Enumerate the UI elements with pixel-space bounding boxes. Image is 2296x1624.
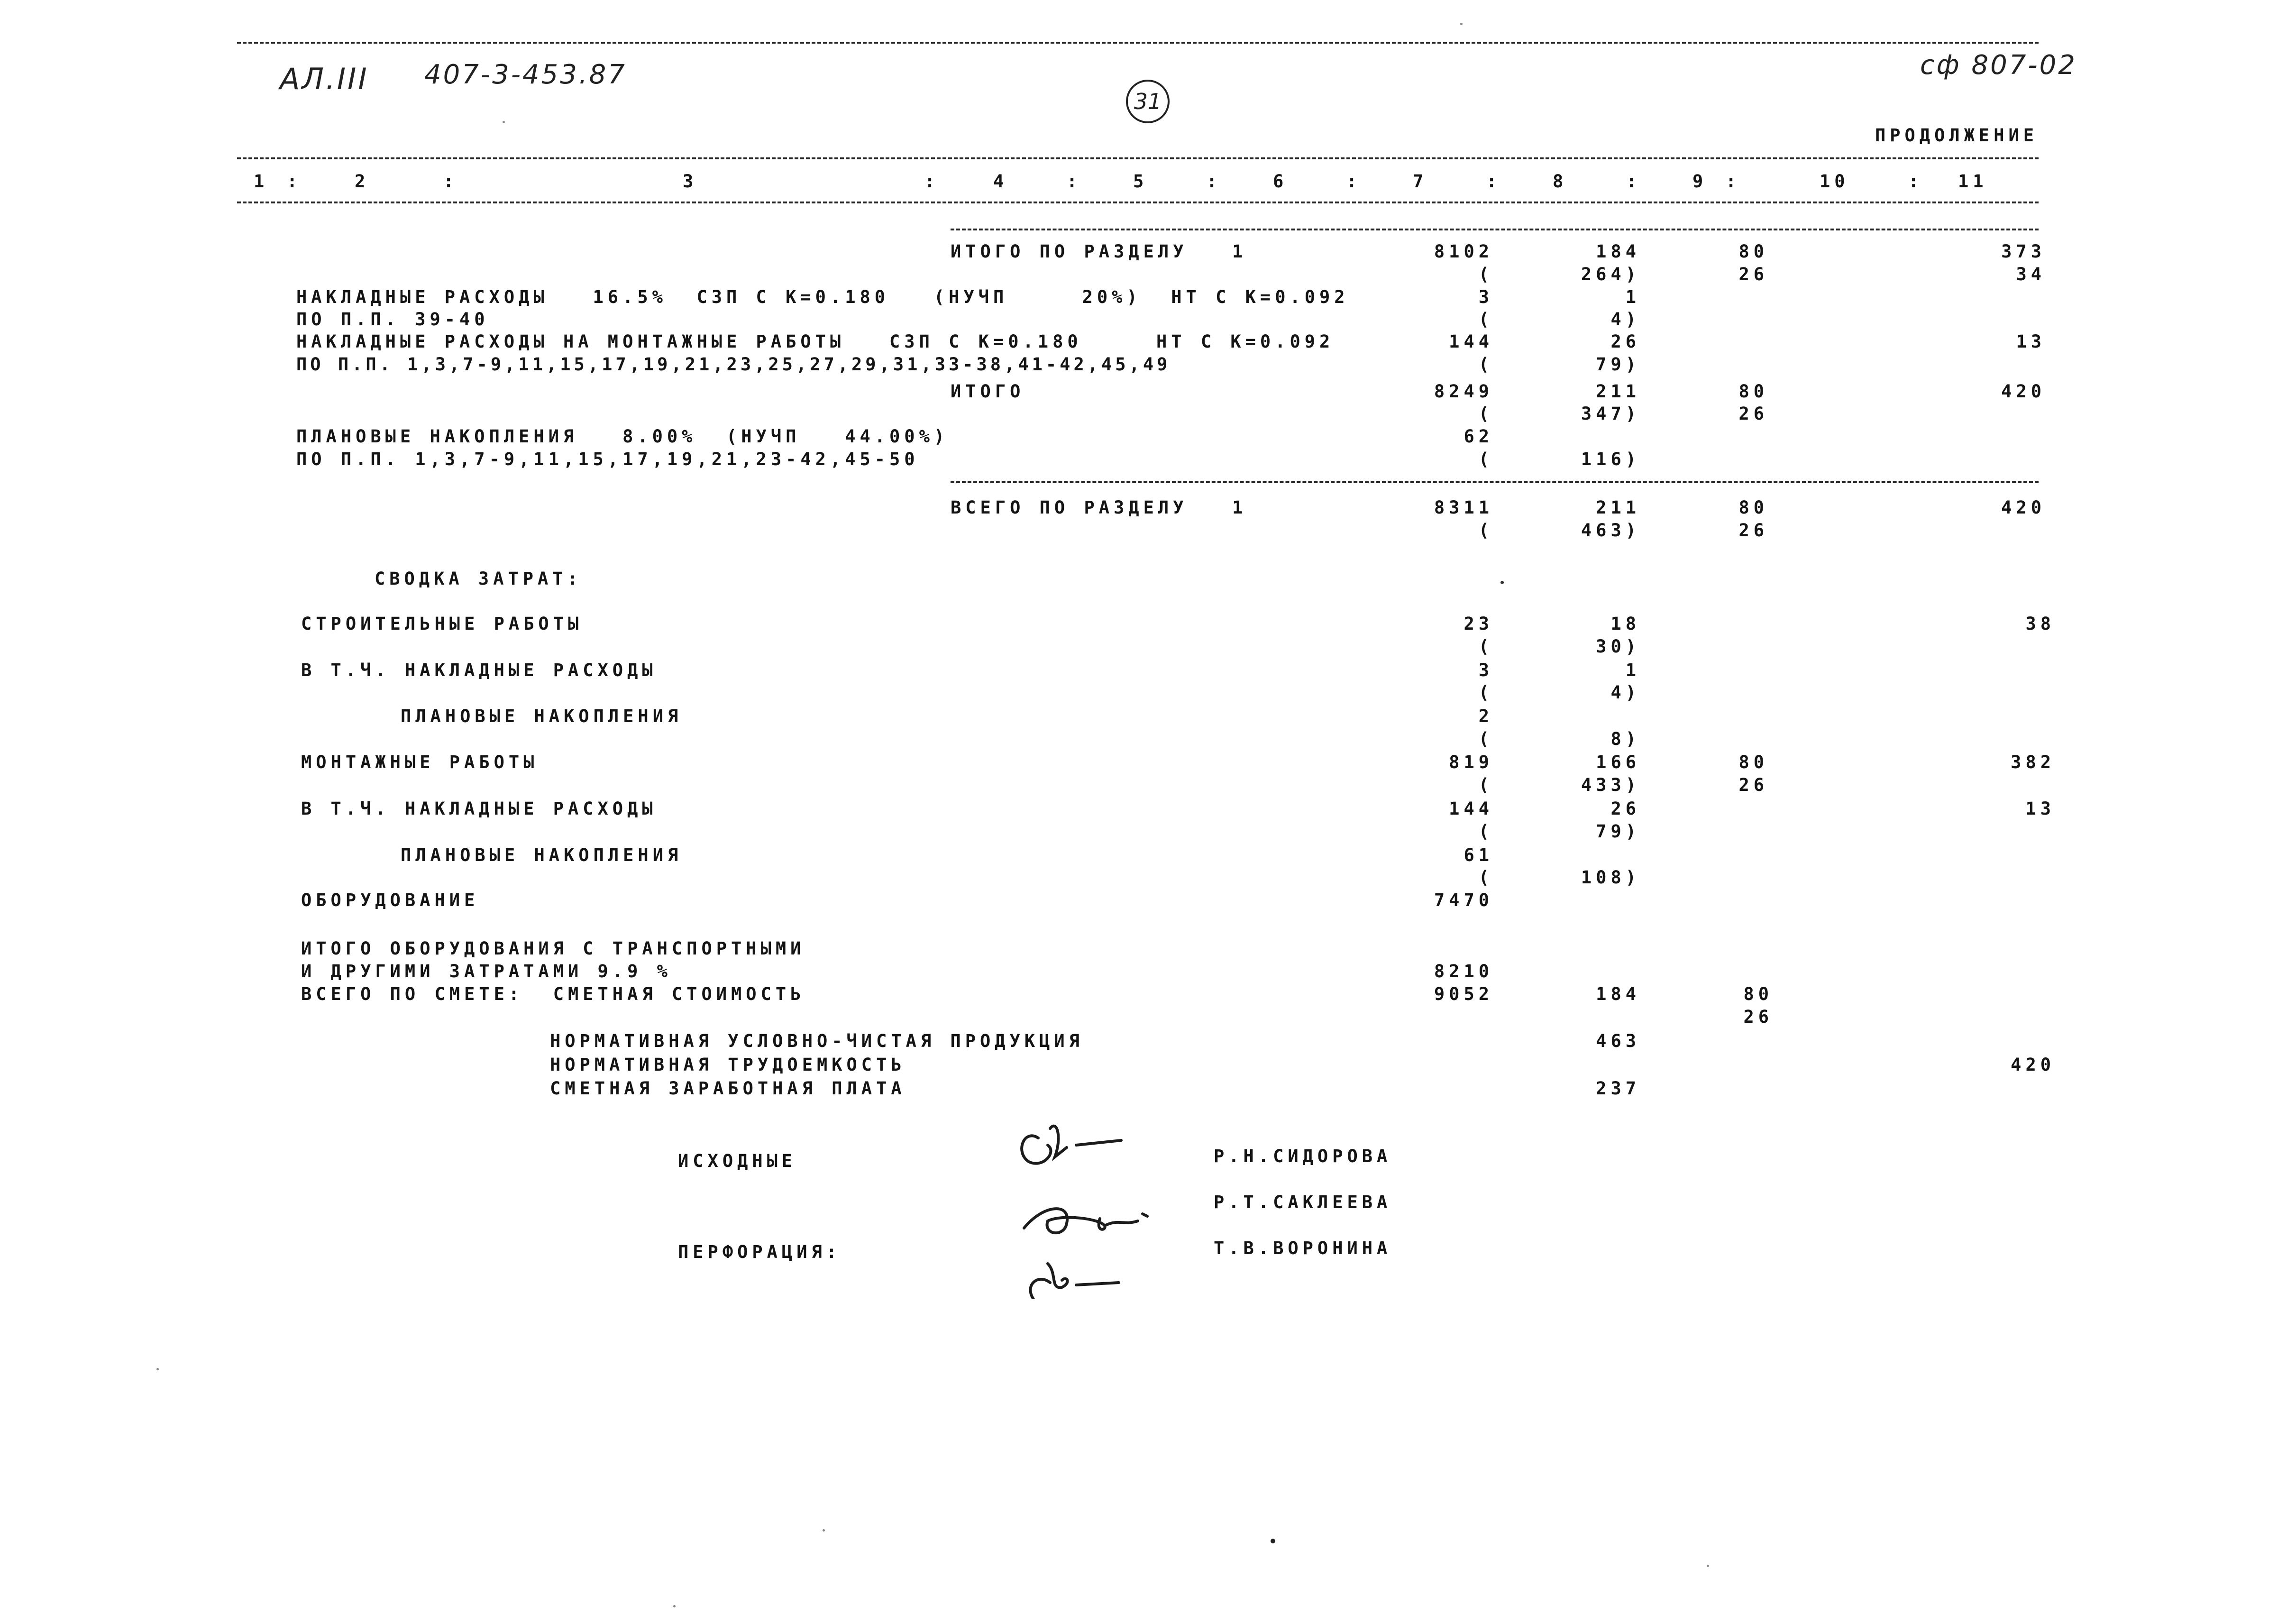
signer-name: Р.Т.САКЛЕЕВА [1214, 1192, 1392, 1212]
table-row [0, 332, 2296, 352]
row-col4-label: ВСЕГО ПО РАЗДЕЛУ 1 [951, 497, 1247, 518]
summary-label: СТРОИТЕЛЬНЫЕ РАБОТЫ [301, 614, 583, 634]
row-text: НАКЛАДНЫЕ РАСХОДЫ НА МОНТАЖНЫЕ РАБОТЫ СЗП С К=0.180 НТ С К=0.092 [296, 331, 1335, 352]
row-col9: 26 [1738, 264, 1768, 284]
column-header: 8 [1553, 171, 1568, 192]
summary-label: ОБОРУДОВАНИЕ [301, 890, 479, 910]
summary-col7: 9052 [1434, 984, 1493, 1004]
scan-speck [156, 1368, 159, 1370]
column-separator: : [1346, 171, 1362, 192]
row-col8: 184 [1596, 241, 1640, 262]
summary-col8: 184 [1596, 984, 1640, 1004]
row-col11: 373 [2001, 241, 2046, 262]
summary-label: МОНТАЖНЫЕ РАБОТЫ [301, 752, 539, 772]
summary-row [0, 775, 2296, 795]
summary-label: В Т.Ч. НАКЛАДНЫЕ РАСХОДЫ [301, 798, 657, 819]
table-row [0, 498, 2296, 518]
row-col8: 79) [1596, 354, 1640, 375]
summary-col11: 38 [2025, 614, 2055, 634]
section-grand-total-rule [951, 481, 2039, 483]
summary-col7: 2 [1478, 706, 1493, 726]
summary-row [0, 890, 2296, 910]
column-separator: : [1486, 171, 1501, 192]
row-col8: 116) [1581, 449, 1640, 469]
row-col7: ( [1478, 520, 1493, 541]
summary-col8: 4) [1610, 682, 1640, 703]
signer-name: Р.Н.СИДОРОВА [1214, 1146, 1392, 1166]
row-col7: 8102 [1434, 241, 1493, 262]
summary-col8: 18 [1610, 614, 1640, 634]
summary-col8: 8) [1610, 729, 1640, 749]
summary-label: ИТОГО ОБОРУДОВАНИЯ С ТРАНСПОРТНЫМИ [301, 938, 805, 959]
summary-col7: ( [1478, 867, 1493, 888]
row-col7: 3 [1478, 287, 1493, 307]
row-col8: 4) [1610, 309, 1640, 330]
row-col7: ( [1478, 449, 1493, 469]
column-header: 5 [1133, 171, 1148, 192]
column-header: 2 [355, 171, 370, 192]
row-col7: 8249 [1434, 381, 1493, 402]
summary-row [0, 939, 2296, 959]
summary-row [0, 962, 2296, 982]
row-col11: 420 [2001, 381, 2046, 402]
summary-col11: 382 [2011, 752, 2055, 772]
row-text: ПО П.П. 39-40 [296, 309, 489, 330]
summary-col7: 23 [1464, 614, 1493, 634]
summary-col7: ( [1478, 636, 1493, 657]
summary-label: И ДРУГИМИ ЗАТРАТАМИ 9.9 % [301, 961, 672, 982]
summary-label: ВСЕГО ПО СМЕТЕ: СМЕТНАЯ СТОИМОСТЬ [301, 984, 805, 1004]
column-separator: : [924, 171, 940, 192]
column-header: 9 [1692, 171, 1708, 192]
row-col7: ( [1478, 264, 1493, 284]
norm-row [0, 1079, 2296, 1099]
summary-row [0, 637, 2296, 657]
column-separator: : [1908, 171, 1923, 192]
table-row [0, 427, 2296, 447]
summary-row [0, 868, 2296, 888]
scan-speck [1271, 1539, 1275, 1543]
continuation-label: ПРОДОЛЖЕНИЕ [1875, 125, 2039, 146]
column-header: 10 [1820, 171, 1849, 192]
page-number-circle [1126, 80, 1170, 123]
summary-row [0, 822, 2296, 842]
row-col8: 211 [1596, 497, 1640, 518]
row-col7: 144 [1449, 331, 1493, 352]
handwritten-signatures [1005, 1100, 1204, 1299]
row-text: ПЛАНОВЫЕ НАКОПЛЕНИЯ 8.00% (НУЧП 44.00%) [296, 426, 949, 447]
row-col8: 264) [1581, 264, 1640, 284]
row-col8: 1 [1625, 287, 1640, 307]
scan-speck [1500, 581, 1504, 584]
table-row [0, 310, 2296, 330]
summary-title: СВОДКА ЗАТРАТ: [375, 569, 582, 589]
summary-col7: ( [1478, 682, 1493, 703]
project-number: 407-3-453.87 [424, 59, 627, 90]
table-row [0, 355, 2296, 375]
summary-row [0, 706, 2296, 726]
summary-row [0, 984, 2296, 1004]
summary-col7: 61 [1464, 845, 1493, 865]
column-separator: : [443, 171, 458, 192]
table-row [0, 382, 2296, 402]
doc-code: АЛ.III [280, 62, 369, 96]
summary-col8: 30) [1596, 636, 1640, 657]
norm-col11: 420 [2011, 1055, 2055, 1075]
signature-3 [1030, 1264, 1119, 1299]
row-col4-label: ИТОГО ПО РАЗДЕЛУ 1 [951, 241, 1247, 262]
row-col7: ( [1478, 354, 1493, 375]
summary-col7: ( [1478, 775, 1493, 795]
column-separator: : [1207, 171, 1222, 192]
row-col9: 80 [1738, 241, 1768, 262]
row-col8: 347) [1581, 404, 1640, 424]
summary-row [0, 845, 2296, 865]
summary-col9: 26 [1743, 1007, 1773, 1027]
row-col4-label: ИТОГО [951, 381, 1025, 402]
summary-label: ПЛАНОВЫЕ НАКОПЛЕНИЯ [401, 706, 683, 726]
summary-col9: 26 [1738, 775, 1768, 795]
summary-label: В Т.Ч. НАКЛАДНЫЕ РАСХОДЫ [301, 660, 657, 680]
norm-col8: 463 [1596, 1031, 1640, 1051]
summary-row [0, 683, 2296, 703]
column-header-row [0, 172, 2296, 192]
summary-col7: 8210 [1434, 961, 1493, 982]
column-header: 11 [1958, 171, 1988, 192]
row-text: НАКЛАДНЫЕ РАСХОДЫ 16.5% СЗП С К=0.180 (НУЧП 20%) НТ С К=0.092 [296, 287, 1349, 307]
summary-col7: ( [1478, 729, 1493, 749]
column-header: 6 [1273, 171, 1288, 192]
header-rule-top [237, 157, 2039, 159]
column-separator: : [1626, 171, 1641, 192]
scan-speck [1707, 1565, 1709, 1567]
signer-name: Т.В.ВОРОНИНА [1214, 1238, 1392, 1258]
row-col8: 463) [1581, 520, 1640, 541]
row-col7: ( [1478, 309, 1493, 330]
row-col7: 62 [1464, 426, 1493, 447]
norm-row [0, 1055, 2296, 1075]
summary-col8: 79) [1596, 821, 1640, 842]
column-header: 4 [993, 171, 1008, 192]
row-col8: 26 [1610, 331, 1640, 352]
scan-speck [823, 1529, 825, 1532]
norm-label: НОРМАТИВНАЯ ТРУДОЕМКОСТЬ [550, 1055, 906, 1075]
table-row [0, 450, 2296, 469]
table-row [0, 404, 2296, 424]
column-header: 7 [1413, 171, 1428, 192]
column-header: 1 [254, 171, 269, 192]
table-row [0, 287, 2296, 307]
summary-row [0, 1007, 2296, 1027]
summary-col8: 108) [1581, 867, 1640, 888]
sheet-code: сф 807-02 [1920, 50, 2077, 81]
column-header: 3 [683, 171, 698, 192]
scan-speck [503, 121, 505, 123]
summary-col8: 166 [1596, 752, 1640, 772]
summary-row [0, 752, 2296, 772]
scan-speck [1460, 23, 1463, 25]
summary-row [0, 614, 2296, 634]
norm-label: НОРМАТИВНАЯ УСЛОВНО-ЧИСТАЯ ПРОДУКЦИЯ [550, 1031, 1084, 1051]
summary-col7: ( [1478, 821, 1493, 842]
summary-col8: 26 [1610, 798, 1640, 819]
scan-speck [673, 1605, 676, 1607]
perforation-label: ПЕРФОРАЦИЯ: [678, 1242, 842, 1262]
summary-col7: 144 [1449, 798, 1493, 819]
summary-row [0, 799, 2296, 819]
section-total-rule [951, 229, 2039, 230]
table-row [0, 265, 2296, 284]
row-col9: 26 [1738, 404, 1768, 424]
row-col9: 80 [1738, 497, 1768, 518]
row-col11: 420 [2001, 497, 2046, 518]
row-text: ПО П.П. 1,3,7-9,11,15,17,19,21,23-42,45-50 [296, 449, 919, 469]
row-col9: 80 [1738, 381, 1768, 402]
row-col8: 211 [1596, 381, 1640, 402]
summary-col8: 1 [1625, 660, 1640, 680]
row-col11: 34 [2016, 264, 2046, 284]
header-rule-bottom [237, 202, 2039, 203]
table-row [0, 242, 2296, 262]
page-number: 31 [1134, 89, 1162, 114]
summary-col7: 819 [1449, 752, 1493, 772]
row-col7: 8311 [1434, 497, 1493, 518]
signature-1 [1022, 1126, 1121, 1164]
summary-col7: 7470 [1434, 890, 1493, 910]
source-label: ИСХОДНЫЕ [678, 1151, 797, 1171]
norm-row [0, 1031, 2296, 1051]
row-col7: ( [1478, 404, 1493, 424]
summary-col8: 433) [1581, 775, 1640, 795]
row-col9: 26 [1738, 520, 1768, 541]
table-row [0, 521, 2296, 541]
summary-row [0, 729, 2296, 749]
column-separator: : [287, 171, 302, 192]
summary-col9: 80 [1738, 752, 1768, 772]
summary-col7: 3 [1478, 660, 1493, 680]
summary-col9: 80 [1743, 984, 1773, 1004]
norm-col8: 237 [1596, 1078, 1640, 1099]
row-text: ПО П.П. 1,3,7-9,11,15,17,19,21,23,25,27,29,31,33-38,41-42,45,49 [296, 354, 1171, 375]
summary-row [0, 661, 2296, 680]
summary-col11: 13 [2025, 798, 2055, 819]
column-separator: : [1067, 171, 1082, 192]
signature-2 [1024, 1209, 1147, 1233]
top-rule [237, 42, 2039, 44]
summary-label: ПЛАНОВЫЕ НАКОПЛЕНИЯ [401, 845, 683, 865]
column-separator: : [1726, 171, 1741, 192]
norm-label: СМЕТНАЯ ЗАРАБОТНАЯ ПЛАТА [550, 1078, 906, 1099]
row-col11: 13 [2016, 331, 2046, 352]
